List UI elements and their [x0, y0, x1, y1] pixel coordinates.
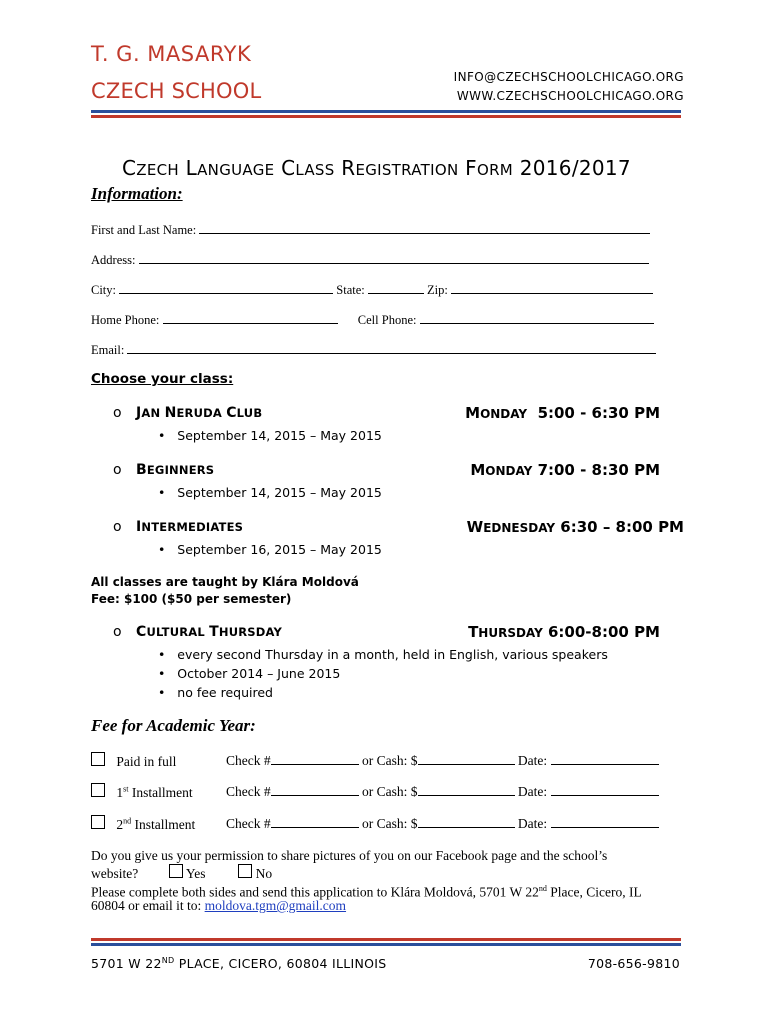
home-phone-field[interactable] [163, 311, 338, 324]
zip-field[interactable] [451, 281, 653, 294]
footer-divider-blue [91, 943, 681, 946]
email-link[interactable]: moldova.tgm@gmail.com [204, 898, 347, 913]
header-divider-blue [91, 110, 681, 113]
permission-yes-label: Yes [185, 866, 206, 881]
class-radio-cultural-thursday[interactable]: o [113, 624, 122, 640]
address-label: Address: [91, 253, 136, 267]
payment-row-1: Check # or Cash: $ Date: [226, 752, 659, 769]
school-name-line1: T. G. MASARYK [91, 42, 252, 66]
paid-full-label: Paid in full [116, 754, 177, 769]
name-field[interactable] [199, 221, 650, 234]
cultural-bullet-1: • every second Thursday in a month, held in English, various speakers [158, 647, 608, 662]
cultural-bullet-2: • October 2014 – June 2015 [158, 666, 341, 681]
cash-amount-field[interactable] [418, 752, 515, 765]
class-dates-beginners: • September 14, 2015 – May 2015 [158, 485, 382, 500]
permission-no-checkbox[interactable] [238, 864, 252, 878]
form-title: CZECH LANGUAGE CLASS REGISTRATION FORM 2016/2017 [122, 156, 631, 180]
fee-note: Fee: $100 ($50 per semester) [91, 592, 292, 606]
cultural-bullet-3: • no fee required [158, 685, 273, 700]
state-label: State: [336, 283, 365, 297]
contact-email: INFO@CZECHSCHOOLCHICAGO.ORG [453, 70, 684, 84]
paid-full-checkbox[interactable] [91, 752, 105, 766]
class-name-cultural-thursday: CULTURAL THURSDAY [136, 624, 283, 640]
name-label: First and Last Name: [91, 223, 197, 237]
check-number-field[interactable] [271, 752, 359, 765]
second-installment-label: 2nd Installment [116, 816, 196, 832]
class-radio-intermediates[interactable]: o [113, 519, 122, 535]
second-installment-checkbox[interactable] [91, 815, 105, 829]
state-field[interactable] [368, 281, 424, 294]
city-label: City: [91, 283, 117, 297]
city-field[interactable] [119, 281, 333, 294]
permission-question-line1: Do you give us your permission to share pictures of you on our Facebook page and the school’s [91, 848, 608, 863]
check-number-field[interactable] [271, 783, 359, 796]
address-field[interactable] [139, 251, 649, 264]
class-name-beginners: BEGINNERS [136, 462, 215, 478]
fee-heading: Fee for Academic Year: [91, 716, 256, 735]
class-time-cultural-thursday: THURSDAY 6:00-8:00 PM [468, 623, 660, 641]
name-row [91, 221, 650, 238]
footer-divider-red [91, 938, 681, 941]
city-row [91, 281, 653, 298]
date-field[interactable] [551, 815, 659, 828]
zip-label: Zip: [426, 283, 448, 297]
first-installment-checkbox[interactable] [91, 783, 105, 797]
school-name-line2: CZECH SCHOOL [91, 79, 262, 103]
payment-row-2: Check # or Cash: $ Date: [226, 783, 659, 800]
permission-yes-checkbox[interactable] [169, 864, 183, 878]
fee-row-second-installment [91, 815, 195, 833]
check-number-field[interactable] [271, 815, 359, 828]
footer-phone: 708-656-9810 [587, 956, 680, 971]
first-installment-label: 1st Installment [116, 784, 193, 800]
phone-row [91, 311, 654, 328]
fee-row-first-installment [91, 783, 193, 801]
send-instructions-line2: 60804 or email it to: moldova.tgm@gmail.com [91, 898, 347, 913]
email-field[interactable] [127, 341, 656, 354]
class-radio-jan-neruda[interactable]: o [113, 405, 122, 421]
cell-phone-field[interactable] [420, 311, 654, 324]
send-instructions-line1: Please complete both sides and send this application to Klára Moldová, 5701 W 22nd Place, Cicero, IL [91, 884, 642, 900]
contact-website: WWW.CZECHSCHOOLCHICAGO.ORG [456, 89, 684, 103]
email-label: Email: [91, 343, 125, 357]
cell-phone-label: Cell Phone: [357, 313, 417, 327]
class-dates-jan-neruda: • September 14, 2015 – May 2015 [158, 428, 382, 443]
class-name-intermediates: INTERMEDIATES [136, 519, 244, 535]
cash-amount-field[interactable] [418, 783, 515, 796]
header-divider-red [91, 115, 681, 118]
cash-amount-field[interactable] [418, 815, 515, 828]
payment-row-3: Check # or Cash: $ Date: [226, 815, 659, 832]
class-dates-intermediates: • September 16, 2015 – May 2015 [158, 542, 382, 557]
address-row [91, 251, 649, 268]
permission-no-label: No [255, 866, 273, 881]
choose-class-heading: Choose your class: [91, 371, 234, 387]
class-time-intermediates: WEDNESDAY 6:30 – 8:00 PM [466, 518, 684, 536]
class-name-jan-neruda: JAN NERUDA CLUB [136, 405, 263, 421]
date-field[interactable] [551, 783, 659, 796]
home-phone-label: Home Phone: [91, 313, 160, 327]
class-time-jan-neruda: MONDAY 5:00 - 6:30 PM [465, 404, 660, 422]
date-field[interactable] [551, 752, 659, 765]
email-row [91, 341, 656, 358]
class-radio-beginners[interactable]: o [113, 462, 122, 478]
class-time-beginners: MONDAY 7:00 - 8:30 PM [470, 461, 660, 479]
fee-row-paid-full [91, 752, 176, 770]
permission-question-line2: website? Yes No [91, 866, 273, 881]
footer-address: 5701 W 22ND PLACE, CICERO, 60804 ILLINOIS [91, 956, 387, 972]
teacher-note: All classes are taught by Klára Moldová [91, 575, 359, 589]
information-heading: Information: [91, 184, 183, 203]
